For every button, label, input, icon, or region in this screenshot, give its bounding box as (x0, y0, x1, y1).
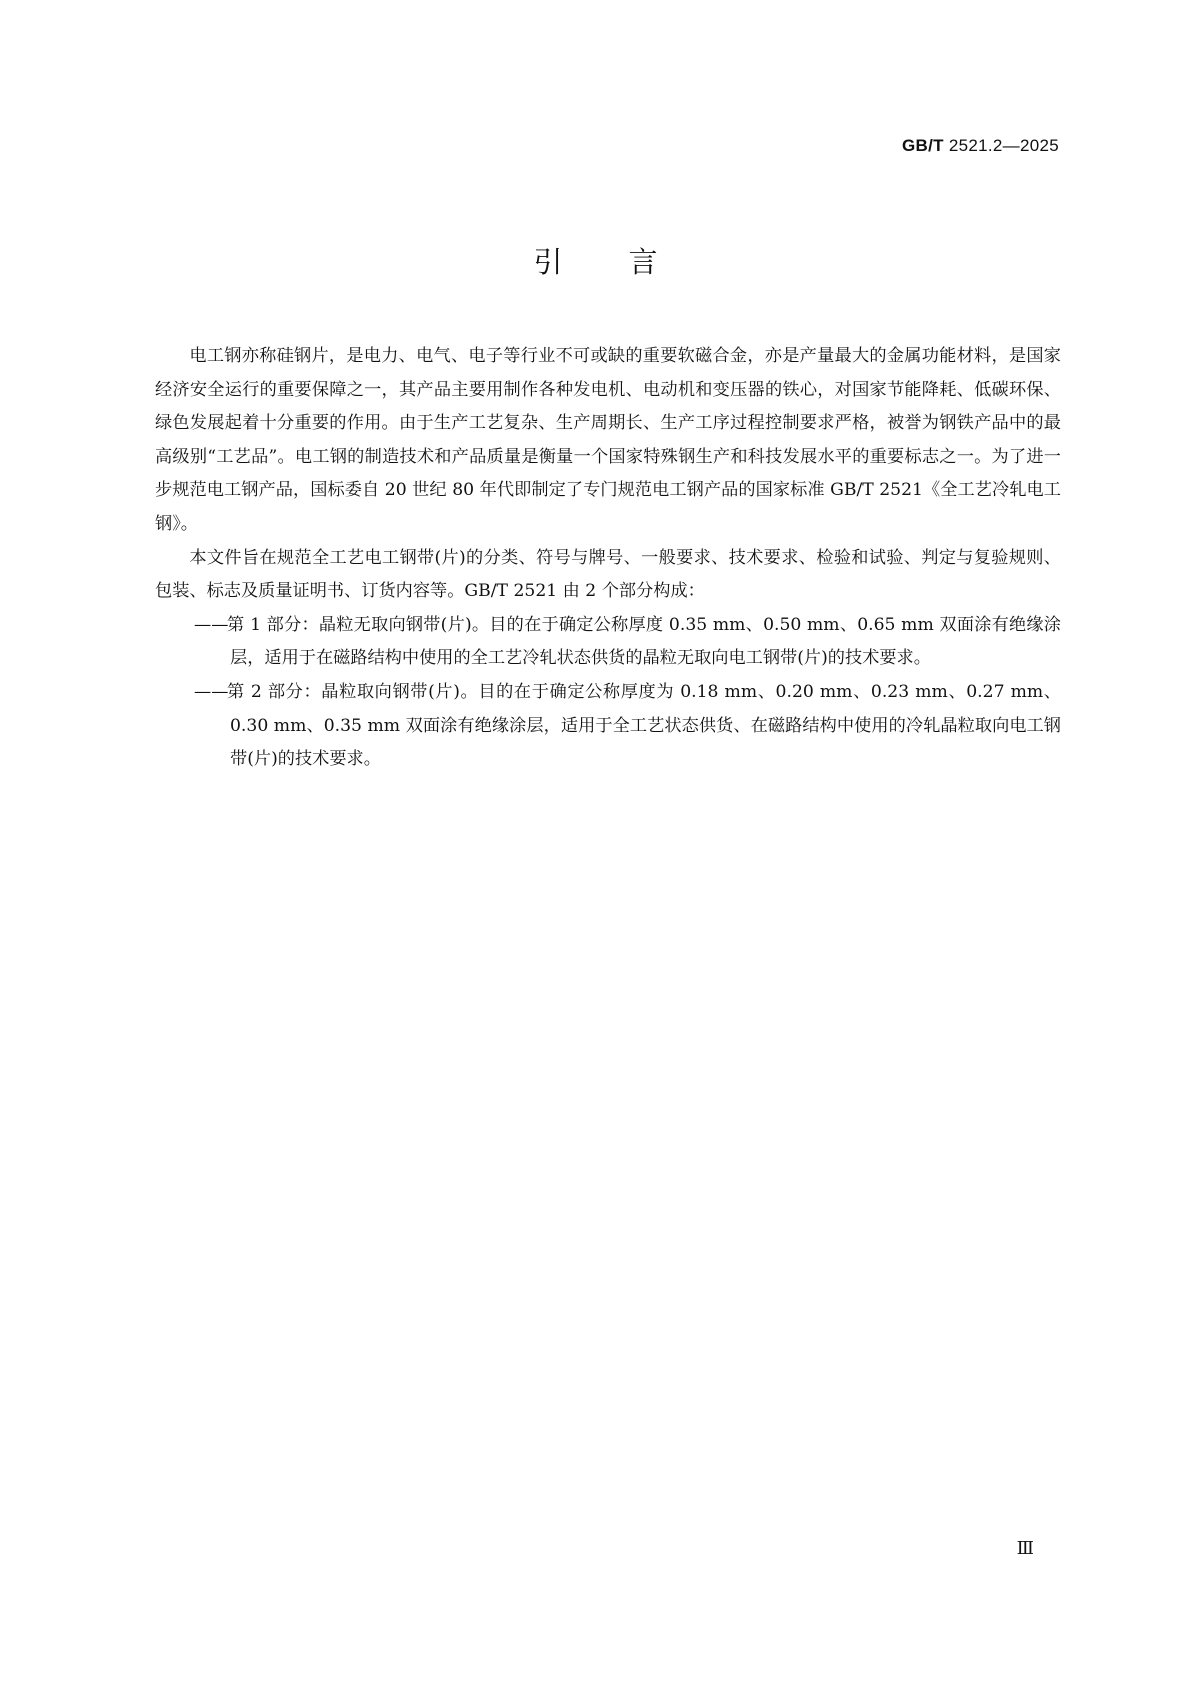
page-title (0, 240, 1191, 281)
standard-code-number: 2521.2—2025 (948, 136, 1059, 155)
standard-code-prefix: GB/T (902, 136, 944, 155)
list-dash: —— (194, 681, 229, 702)
title-char-2: 言 (628, 245, 658, 279)
paragraph-2: 本文件旨在规范全工艺电工钢带(片)的分类、符号与牌号、一般要求、技术要求、检验和试验、判定与复验规则、包装、标志及质量证明书、订货内容等。GB/T 2521 由 2 个部分构成： (155, 547, 1061, 602)
list-item-text: 第 2 部分：晶粒取向钢带(片)。目的在于确定公称厚度为 0.18 mm、0.20 mm、0.23 mm、0.27 mm、0.30 mm、0.35 mm 双面涂有绝缘涂层，适用于全工艺状态供货、在磁路结构中使用的冷轧晶粒取向电工钢带(片)的技术要求。 (227, 681, 1061, 770)
list-item-part-2 (155, 676, 1061, 777)
page-number: Ⅲ (1016, 1538, 1034, 1558)
list-item-part-1 (155, 609, 1061, 676)
list-item-text: 第 1 部分：晶粒无取向钢带(片)。目的在于确定公称厚度 0.35 mm、0.50 mm、0.65 mm 双面涂有绝缘涂层，适用于在磁路结构中使用的全工艺冷轧状态供货的晶粒无取向电工钢带(片)的技术要求。 (227, 614, 1061, 669)
introduction-body (155, 340, 1061, 777)
standard-code (902, 136, 1059, 156)
paragraph-1: 电工钢亦称硅钢片，是电力、电气、电子等行业不可或缺的重要软磁合金，亦是产量最大的金属功能材料，是国家经济安全运行的重要保障之一，其产品主要用制作各种发电机、电动机和变压器的铁心，对国家节能降耗、低碳环保、绿色发展起着十分重要的作用。由于生产工艺复杂、生产周期长、生产工序过程控制要求严格，被誉为钢铁产品中的最高级别“工艺品”。电工钢的制造技术和产品质量是衡量一个国家特殊钢生产和科技发展水平的重要标志之一。为了进一步规范电工钢产品，国标委自 20 世纪 80 年代即制定了专门规范电工钢产品的国家标准 GB/T 2521《全工艺冷轧电工钢》。 (155, 346, 1061, 534)
list-dash: —— (194, 614, 229, 635)
title-char-1: 引 (533, 245, 563, 279)
